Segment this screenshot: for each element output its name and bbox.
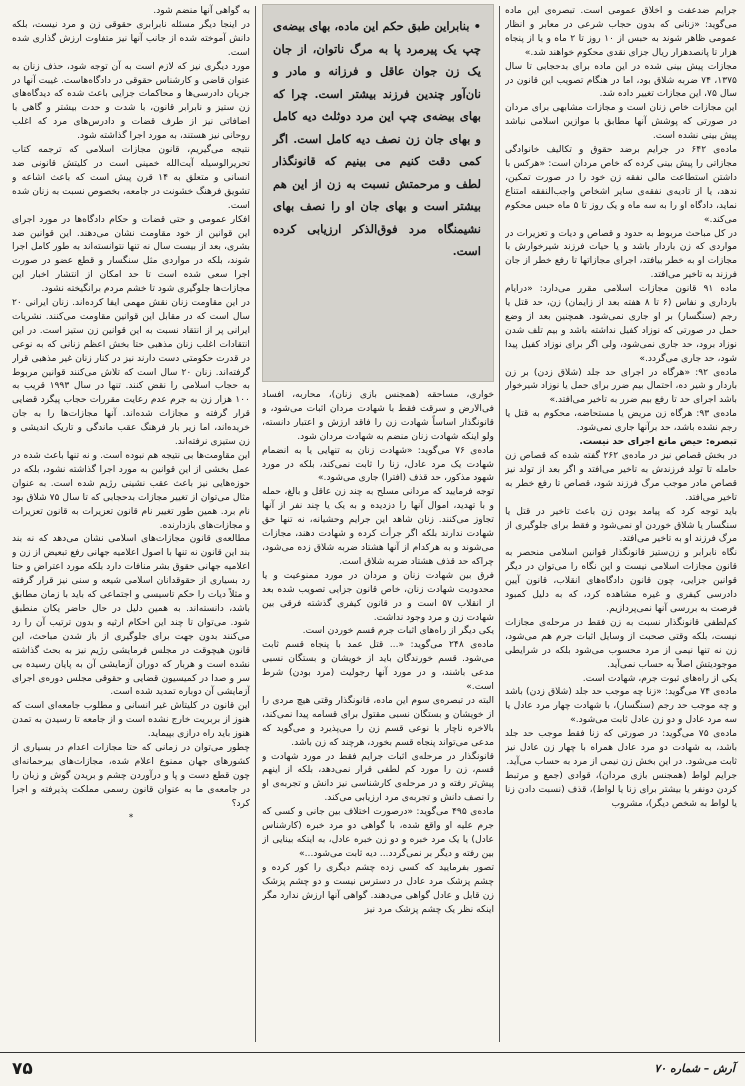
paragraph: نگاه نابرابر و زن‌ستیز قانونگذار قوانین اسلامی منحصر به قانون مجازات اسلامی نیست و این نگاه را می‌توان در دیگر قوانین جزایی، چون قانون دادگاه‌های انقلاب، قانون آیین دادرسی کیفری و غیره مشاهده کرد، که به دلیل کمبود فرصت به بررسی آنها نمی‌پردازیم.	[505, 547, 737, 614]
paragraph: ماده‌ی ۲۴۸ می‌گوید: «... قتل عمد با پنجاه قسم ثابت می‌شود. قسم خورندگان باید از خویشان و بستگان نسبی مدعی باشند، و در مورد آنها رجولیت (مرد بودن) شرط است.»	[262, 639, 494, 693]
paragraph: مجازات پیش بینی شده در این ماده برای بدحجابی تا سال ۱۳۷۵، ۷۴ ضربه شلاق بود، اما در هنگام تصویب این قانون در سال ۷۵، این مجازات تغییر داده شد.	[505, 60, 737, 100]
article-column-left	[12, 4, 250, 1044]
paragraph: افکار عمومی و حتی قضات و حکام دادگاه‌ها در مورد اجرای این قوانین از خود مقاومت نشان می‌دهند. این قوانین ضد بشری، بعد از بیست سال نه تنها نتوانسته‌اند به طور کامل اجرا شوند، بلکه در مواردی مثل سنگسار و قطع عضو در صورت اجرا سعی شده است تا حد امکان از انتشار اخبار این مجازات‌ها جلوگیری شود تا خشم مردم برانگیخته نشود.	[12, 213, 250, 295]
column-divider	[255, 6, 256, 1042]
paragraph: تبصره: حیض مانع اجرای حد نیست.	[579, 436, 737, 448]
paragraph: ماده‌ی ۴۹۵ می‌گوید: «درصورت اختلاف بین جانی و کسی که جرم علیه او واقع شده، با گواهی دو مرد خبره (کارشناس عادل) یا یک مرد خبره و دو زن خبره عادل، به اینکه بینایی از بین رفته و دیگر بر نمی‌گردد... دیه ثابت می‌شود...»	[262, 806, 494, 859]
running-head: آرش – شماره ۷۰	[654, 1062, 735, 1075]
paragraph: جرایم لواط (همجنس بازی مردان)، قوادی (جمع و مرتبط کردن دونفر یا بیشتر برای زنا یا لواط)، قذف (نسبت دادن زنا یا لواط به شخص دیگر)، مشروب	[505, 769, 737, 809]
paragraph: توجه فرمایید که مردانی مسلح به چند زن عاقل و بالغ، حمله و با تهدید، اموال آنها را دزدیده و به یک یا چند نفر از آنها تجاوز می‌کنند. زنان شاهد این جرایم وحشیانه، نه تنها حق شهادت ندارند بلکه اگر جرأت کرده و شهادت دهند، مجازات می‌شوند و به هرکدام از آنها هشتاد ضربه شلاق زده می‌شود، چراکه حد قذف هشتاد ضربه شلاق است.	[262, 486, 494, 567]
column-divider	[499, 6, 500, 1042]
paragraph: یکی از راه‌های ثبوت جرم، شهادت است.	[582, 672, 737, 684]
article-column-right	[505, 4, 737, 1044]
paragraph: قانونگذار در مرحله‌ی اثبات جرایم فقط در مورد شهادت و قسم، زن را مورد کم لطفی قرار نمی‌دهد، بلکه از اینهم پیش‌تر رفته و در مرحله‌ی کارشناسی نیز دانش و تجربه‌ی او را نصف دانش و تجربه‌ی مرد ارزیابی می‌کند.	[262, 750, 494, 804]
paragraph: نتیجه می‌گیریم، قانون مجازات اسلامی که ترجمه کتاب تحریرالوسیله آیت‌الله خمینی است در کلیتش قانونی ضد انسانی و متعلق به ۱۴ قرن پیش است که باعث اشاعه و تشویق فرهنگ خشونت در جامعه، بخصوص نسبت به زنان شده است.	[12, 144, 250, 211]
paragraph: در کل مباحث مربوط به حدود و قصاص و دیات و تعزیرات در مواردی که زن باردار باشد و یا حیات فرزند شیرخوارش با مجازات او به خطر بیافتد، اجرای مجازاتها تا رفع خطر از جان فرزند به تاخیر می‌افتد.	[505, 227, 737, 281]
end-mark: *	[128, 811, 134, 823]
paragraph: ماده‌ی ۷۶ می‌گوید: «شهادت زنان به تنهایی یا به انضمام شهادت یک مرد عادل، زنا را ثابت نمی‌کند، بلکه در مورد شهود مذکور، حد قذف (افترا) جاری می‌شود.»	[262, 444, 494, 484]
paragraph: ماده ۹۱ قانون مجازات اسلامی مقرر می‌دارد: «درایام بارداری و نفاس (۶ تا ۸ هفته بعد از زایمان) زن، حد قتل یا رجم (سنگسار) بر او جاری نمی‌شود. همچنین بعد از وضع حمل در صورتی که نوزاد کفیل نداشته باشد و بیم تلف شدن نوزاد برود، حد جاری نمی‌شود، ولی اگر برای نوزاد کفیل پیدا شود، حد جاری می‌گردد.»	[505, 283, 737, 364]
paragraph: تصور بفرمایید که کسی زده چشم دیگری را کور کرده و چشم پزشک مرد عادل در دسترس نیست و دو چشم پزشک زن قابل و عادل گواهی می‌دهند. گواهی آنها ارزش ندارد مگر اینکه نظر یک چشم پزشک مرد نیز	[262, 861, 494, 915]
pull-quote-box: • بنابراین طبق حکم این ماده، بهای بیضه‌ی چپ یک پیرمرد پا به مرگ ناتوان، از جان یک زن جوان عاقل و فرزانه و مادر و نان‌آور چندین فرزند بیشتر است. چرا که بهای بیضه‌ی چپ این مرد دوثلث دیه کامل و بهای جان زن نصف دیه کامل است. اگر کمی دقت کنیم می بینیم که قانونگذار لطف و مرحمتش نسبت به زن از این هم بیشتر است و بهای جان او را نصف بهای نشیمنگاه مرد فوق‌الذکر ارزیابی کرده است.	[262, 4, 494, 382]
paragraph: به گواهی آنها منضم شود.	[153, 5, 250, 16]
paragraph: باید توجه کرد که پیامد بودن زن باعث تاخیر در قتل یا سنگسار یا شلاق خوردن او نمی‌شود و فقط برای جلوگیری از مرگ فرزند او به تاخیر می‌افتد.	[505, 505, 737, 545]
paragraph: کم‌لطفی قانونگذار نسبت به زن فقط در مرحله‌ی مجازات نیست، بلکه وقتی صحبت از وسایل اثبات جرم هم می‌شود، زن نه تنها نیمی از مرد محسوب می‌شود بلکه در شرایطی موجودیتش اصلاً به حساب نمی‌آید.	[505, 616, 737, 670]
paragraph: ماده‌ی ۷۴ می‌گوید: «زنا چه موجب حد جلد (شلاق زدن) باشد و چه موجب حد رجم (سنگسار)، با شهادت چهار مرد عادل یا سه مرد عادل و دو زن عادل ثابت می‌شود.»	[505, 686, 737, 726]
page-number: ۷۵	[12, 1059, 33, 1079]
paragraph: چطور می‌توان در زمانی که حتا مجازات اعدام در بسیاری از کشورهای جهان ممنوع اعلام شده، مجازات‌های بیرحمانه‌ای چون قطع دست و پا و درآوردن چشم و بریدن گوش و زبان را در جامعه‌ی ما به عنوان قانون رسمی مملکت پذیرفته و اجرا کرد؟	[12, 742, 250, 809]
paragraph: مطالعه‌ی قانون مجازات‌های اسلامی نشان می‌دهد که نه بند بند این قانون نه تنها با اصول اعلامیه جهانی رفع تبعیض از زن و اعلامیه جهانی حقوق بشر منافات دارد بلکه مورد اعتراض و حتا رد بسیاری از حقوقدانان اسلامی شیعه و سنی نیز قرار گرفته و مثلاً دیات را حکم تاسیسی و اجتماعی که باید با زمان مطابق باشد، دانسته‌اند. به همین دلیل در حال حاضر یکان منطبق شود. می‌توان تا چند این احکام ارثیه و بدون ترتیب آن را رد می‌کنند بدون جهت برای جلوگیری از باز شدن مباحث، این قانون هیچوقت در مجلس فرمایشی رژیم نیز به بحث گذاشته نشده است و هربار که دوران آزمایشی آن به پایان رسیده بی سر و صدا در کمیسیون قضایی و حقوقی مجلس دوره‌ی اجرای آزمایشی آن دوباره تمدید شده است.	[12, 533, 250, 698]
page-footer	[0, 1052, 745, 1086]
paragraph: ماده‌ی ۹۳: هرگاه زن مریض یا مستحاضه، محکوم به قتل یا رجم نشده باشد، حد برآنها جاری نمی‌شود.	[505, 408, 737, 434]
paragraph: جرایم ضدعفت و اخلاق عمومی است. تبصره‌ی این ماده می‌گوید: «زنانی که بدون حجاب شرعی در معابر و انظار عمومی ظاهر شوند به حبس از ۱۰ روز تا ۲ ماه و یا از پنجاه هزار تا پانصدهزار ریال جزای نقدی محکوم خواهند شد.»	[505, 5, 737, 58]
paragraph: البته در تبصره‌ی سوم این ماده، قانونگذار وقتی هیچ مردی را از خویشان و بستگان نسبی مقتول برای قسامه پیدا نمی‌کند، بالاخره ناچار با نوعی قسم زن را می‌پذیرد و می‌گوید که مدعی می‌تواند پنجاه قسم بخورد، هرچند که زن باشد.	[262, 694, 494, 748]
paragraph: خواری، مساحقه (همجنس بازی زنان)، محاربه، افساد فی‌الارض و سرقت فقط با شهادت مردان اثبات می‌شود، و قانونگذار اساساً شهادت زن را فاقد ارزش و اعتبار دانسته، ولو اینکه شهادت زنان منضم به شهادت مردان شود.	[262, 389, 494, 442]
paragraph: فرق بین شهادت زنان و مردان در مورد ممنوعیت و یا محدودیت شهادت زنان، خاص قانون جزایی تصویب شده بعد از انقلاب ۵۷ است و در قانون کیفری گذشته فرقی بین شهادت زن و مرد وجود نداشت.	[262, 569, 494, 623]
paragraph: در این مقاومت زنان نقش مهمی ایفا کرده‌اند. زنان ایرانی ۲۰ سال است که در مقابل این قوانین مقاومت می‌کنند. نشریات ایرانی پر از انتقاد نسبت به این قوانین زن ستیز است. در این انتقادات اغلب زنان مذهبی حتا بخش اعظم زنانی که به نوعی در قدرت حکومتی دست دارند نیز در کنار زنان غیر مذهبی قرار گرفته‌اند. زنان ۲۰ سال است که تلاش می‌کنند قوانین مربوط به حجاب اسلامی را نقض کنند. تنها در سال ۱۹۹۳ قریب به ۱۰۰ هزار زن به جرم عدم رعایت مقررات حجاب پیگرد قضایی قرار گرفته و مجازات شده‌اند. آنها مجازات‌ها را به جان خریده‌اند، اما زیر بار فرهنگ عقب ماندگی و تاریک اندیشی و زن ستیزی نرفته‌اند.	[12, 297, 250, 448]
paragraph: ماده‌ی ۷۵ می‌گوید: در صورتی که زنا فقط موجب حد جلد باشد، به شهادت دو مرد عادل همراه با چهار زن عادل نیز ثابت می‌شود. در این بخش زن نیمی از مرد به حساب می‌آید.	[505, 728, 737, 767]
paragraph: در بخش قصاص نیز در ماده‌ی ۲۶۲ گفته شده که قصاص زن حامله تا تولد فرزندش به تاخیر می‌افتد و اگر بعد از تولد نیز قصاص مادر موجب مرگ فرزند شود، قصاص تا رفع خطر به تاخیر می‌افتد.	[505, 450, 737, 503]
paragraph: در اینجا دیگر مسئله نابرابری حقوقی زن و مرد نیست، بلکه دانش آموخته شده از جانب آنها نیز متفاوت ارزش گذاری شده است.	[12, 18, 250, 58]
article-column-middle	[262, 4, 494, 1044]
paragraph: یکی دیگر از راه‌های اثبات جرم قسم خوردن است.	[302, 625, 494, 637]
paragraph: مورد دیگری نیز که لازم است به آن توجه شود، حذف زنان به عنوان قاضی و کارشناس حقوقی در دادگاه‌هاست. غیبت آنها در جریان دادرسی‌ها و محاکمات جزایی باعث شده که دیدگاه‌های زن ستیز و نابرابر قانون، با شدت و حدت بیشتر و گاهی با اضافاتی نیز از طرف قضات و دادرس‌های مرد که اغلب روحانی نیز هستند، به مورد اجرا گذاشته شود.	[12, 60, 250, 142]
paragraph: این مجازات خاص زنان است و مجازات مشابهی برای مردان در صورتی که پوشش آنها مطابق با موازین اسلامی نباشد پیش بینی نشده است.	[505, 102, 737, 142]
paragraph: ماده‌ی ۶۴۲ در جرایم برضد حقوق و تکالیف خانوادگی مجازاتی را پیش بینی کرده که خاص مردان است: «هرکس با داشتن استطاعت مالی نفقه زن خود را در صورت تمکین، ندهد، یا از تادیه‌ی نفقه‌ی سایر اشخاص واجب‌النفقه امتناع نماید، دادگاه او را به سه ماه و یک روز تا ۵ ماه حبس محکوم می‌کند.»	[505, 144, 737, 225]
paragraph: این مقاومت‌ها بی نتیجه هم نبوده است. و نه تنها باعث شده در عمل بخشی از این قوانین به مورد اجرا گذاشته نشود، بلکه در حوزه‌هایی نیز باعث عقب نشینی رژیم شده است. به عنوان مثال می‌توان از تغییر مجازات بدحجابی که تا سال ۷۵ شلاق بود نام برد. همین طور تغییر نام قانون تعزیرات به قانون تعزیرات و مجازات‌های بازدارنده.	[12, 450, 250, 531]
paragraph: این قانون در کلیتاش غیر انسانی و مطلوب جامعه‌ای است که هنوز از بربریت خارج نشده است و از جامعه تا رسیدن به تمدن هنوز باید راه درازی بپیماید.	[12, 700, 250, 740]
paragraph: ماده‌ی ۹۲: «هرگاه در اجرای حد جلد (شلاق زدن) بر زن باردار و شیر ده، احتمال بیم ضرر برای حمل یا نوزاد شیرخوار باشد اجرای حد تا رفع بیم ضرر به تاخیر می‌افتد.»	[505, 366, 737, 406]
